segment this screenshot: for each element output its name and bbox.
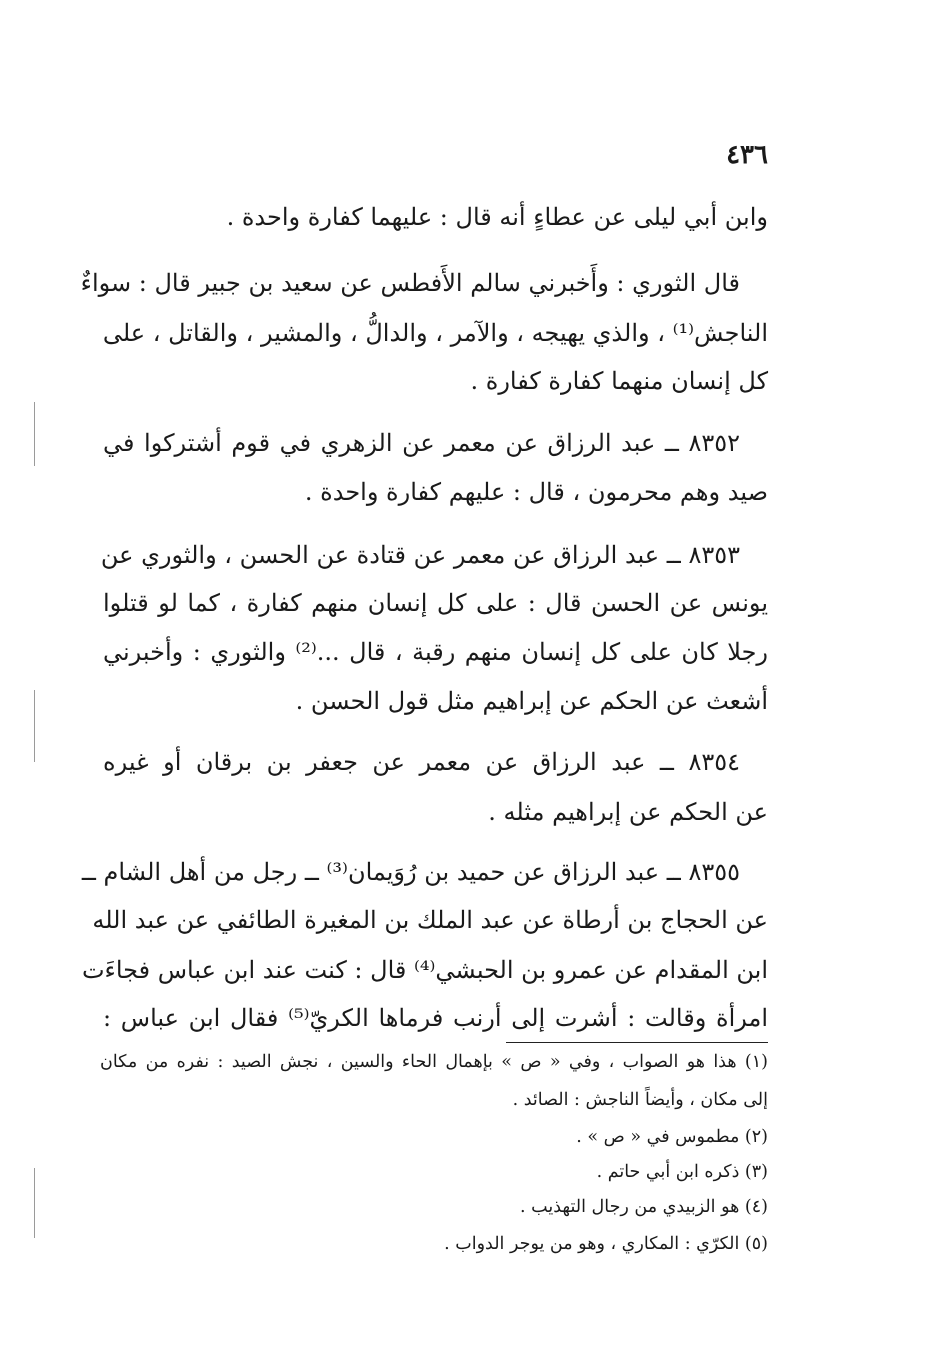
scan-margin-mark (34, 690, 35, 762)
body-line: يونس عن الحسن قال : على كل إنسان منهم كفارة ، كما لو قتلوا (103, 589, 768, 617)
body-line: أشعث عن الحكم عن إبراهيم مثل قول الحسن . (295, 687, 768, 715)
body-line: الناجش⁽¹⁾ ، والذي يهيجه ، والآمر ، والدالُّ ، والمشير ، والقاتل ، على (102, 319, 768, 347)
body-line: عن الحكم عن إبراهيم مثله . (488, 798, 768, 826)
body-line: عن الحجاج بن أرطاة عن عبد الملك بن المغيرة الطائفي عن عبد الله (92, 906, 768, 934)
body-line: ابن المقدام عن عمرو بن الحبشي⁽⁴⁾ قال : كنت عند ابن عباس فجاءَت (81, 956, 768, 984)
body-line: رجلا كان على كل إنسان منهم رقبة ، قال ...⁽²⁾ والثوري : وأخبرني (103, 638, 768, 666)
page-number: ٤٣٦ (726, 140, 768, 170)
body-line: ٨٣٥٤ ــ عبد الرزاق عن معمر عن جعفر بن برقان أو غيره (103, 748, 740, 776)
body-line: كل إنسان منهما كفارة كفارة . (470, 367, 768, 395)
footnote-line: (٣) ذكره ابن أبي حاتم . (596, 1162, 768, 1182)
body-line: ٨٣٥٣ ــ عبد الرزاق عن معمر عن قتادة عن الحسن ، والثوري عن (100, 541, 740, 569)
footnote-line: (٥) الكرّي : المكاري ، وهو من يوجر الدواب . (444, 1234, 768, 1254)
footnote-line: (٤) هو الزبيدي من رجال التهذيب . (520, 1197, 768, 1217)
footnote-line: (٢) مطموس في « ص » . (576, 1127, 768, 1147)
body-line: امرأة وقالت : أشرت إلى أرنب فرماها الكريّ⁽⁵⁾ فقال ابن عباس : (103, 1004, 768, 1032)
footnote-line: (١) هذا هو الصواب ، وفي « ص » بإهمال الحاء والسين ، نجش الصيد : نفره من مكان (100, 1052, 768, 1072)
scan-margin-mark (34, 402, 35, 466)
body-line: ٨٣٥٢ ــ عبد الرزاق عن معمر عن الزهري في قوم أشتركوا في (103, 429, 740, 457)
body-line: قال الثوري : وأَخبرني سالم الأَفطس عن سعيد بن جبير قال : سواءٌ (80, 269, 740, 297)
scan-margin-mark (34, 1168, 35, 1238)
body-line: صيد وهم محرمون ، قال : عليهم كفارة واحدة . (304, 478, 768, 506)
body-line: وابن أبي ليلى عن عطاءٍ أنه قال : عليهما كفارة واحدة . (226, 203, 768, 231)
footnote-line: إلى مكان ، وأيضاً الناجش : الصائد . (512, 1090, 768, 1110)
body-line: ٨٣٥٥ ــ عبد الرزاق عن حميد بن رُوَيمان⁽³⁾ ــ رجل من أهل الشام ــ (81, 858, 740, 886)
footnote-separator (506, 1042, 768, 1043)
